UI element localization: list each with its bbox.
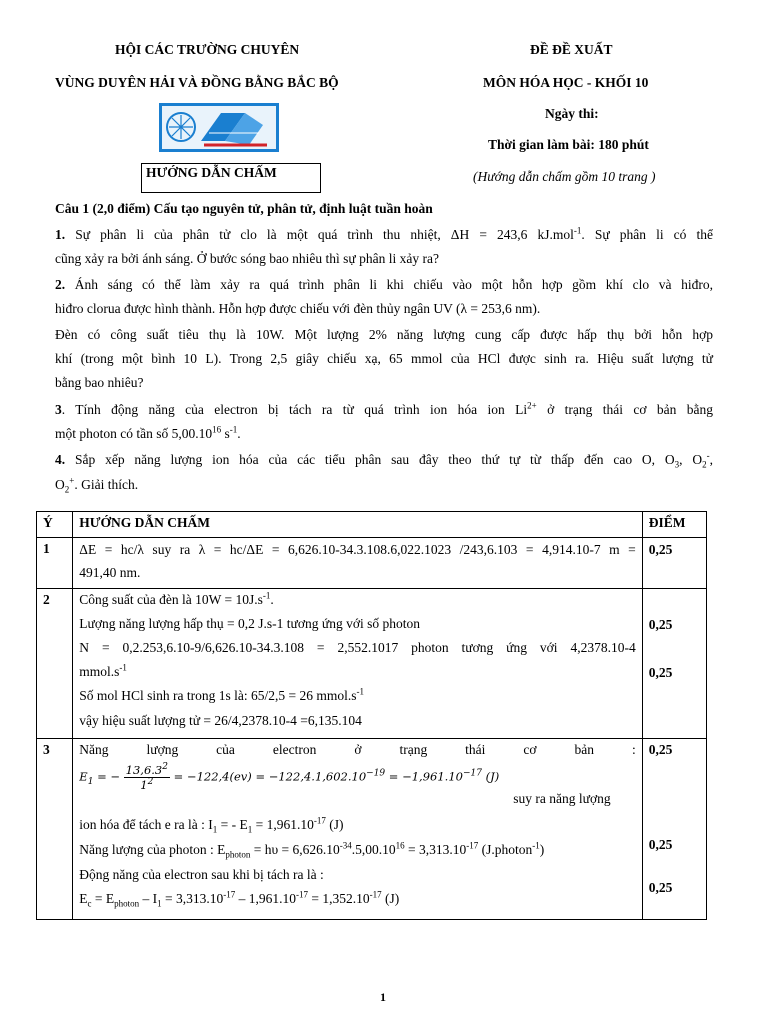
header-item: Ý [37, 512, 73, 538]
table-row [37, 538, 707, 589]
row-3-content [73, 739, 642, 920]
q1-part2-line1: 2. Ánh sáng có thể làm xảy ra quá trình phân li khi chiếu vào một hỗn hợp gồm khí clo và hiđro, [55, 277, 713, 292]
row-1-content [73, 538, 642, 589]
row-id: 1 [43, 541, 50, 556]
row-score: 0,25 [648, 665, 673, 680]
q1-part4-line2: $O_2^+$. Giải thích. [55, 475, 139, 495]
row-score: 0,25 [648, 617, 673, 632]
page-number: 1 [380, 990, 386, 1004]
q1-part2-line5: bằng bao nhiêu? [55, 375, 144, 390]
row2-line5: Số mol HCl sinh ra trong 1s là: 65/2,5 = 26 $mmol.s^{-1}$ [79, 686, 365, 703]
row2-line3: N = 0,2.253,6.10-9/6,626.10-34.3.108 = 2,552.1017 photon tương ứng với 4,2378.10-4 [79, 640, 636, 655]
school-logo [159, 103, 279, 152]
q1-part1-line1: 1. Sự phân li của phân tử clo là một quá trình thu nhiệt, ΔH = 243,6 kJ.mol$^{-1}$. Sự phân li có thể [55, 225, 713, 242]
row-score: 0,25 [648, 542, 673, 557]
logo-graphic [159, 103, 279, 152]
row3-line5: Động năng của electron sau khi bị tách ra là : [79, 867, 324, 882]
row3-line3: ion hóa để tách e ra là : $I_1$ = - $E_1 = 1,961.10^{-17}$ (J) [79, 815, 344, 835]
q1-part2-line3: Đèn có công suất tiêu thụ là 10W. Một lượng 2% năng lượng cung cấp được hấp thụ bởi hỗn hợp [55, 327, 713, 342]
q1-part3-line1: 3. Tính động năng của electron bị tách ra từ quá trình ion hóa ion $Li^{2+}$ ở trạng thái cơ bản bằng [55, 400, 713, 417]
header-guide: HƯỚNG DẪN CHẤM [73, 512, 642, 538]
row3-line4: Năng lượng của photon : $E_{photon} = h\upsilon = 6,626.10^{-34}.5,00.10^{16} = 3,313.10^{-17}$ (J.photon$^{-1}$) [79, 840, 545, 860]
q1-part3-line2: một photon có tần số 5,00.10$^{16}$ $s^{-1}$. [55, 424, 241, 441]
row-id: 3 [43, 742, 50, 757]
table-header-row [37, 512, 707, 538]
row-id: 2 [43, 592, 50, 607]
grading-guide-label: HƯỚNG DẪN CHẤM [146, 165, 277, 180]
org-line-1: HỘI CÁC TRƯỜNG CHUYÊN [115, 42, 300, 57]
row3-line6: $E_c = E_{photon} - I_1 = 3,313.10^{-17} - 1,961.10^{-17} = 1,352.10^{-17}$ (J) [79, 889, 400, 909]
exam-date: Ngày thi: [545, 106, 599, 121]
grading-guide-box [141, 163, 321, 193]
row-score: 0,25 [648, 837, 673, 852]
grading-table [36, 511, 707, 920]
row2-line1: Công suất của đèn là $10W = 10J.s^{-1}$. [79, 590, 274, 607]
question-title: Câu 1 (2,0 điểm) Cấu tạo nguyên tử, phân tử, định luật tuần hoàn [55, 201, 433, 216]
row3-line2: suy ra năng lượng [513, 791, 611, 806]
page-count-note: (Hướng dẫn chấm gồm 10 trang ) [473, 169, 656, 184]
org-line-2: VÙNG DUYÊN HẢI VÀ ĐỒNG BẰNG BẮC BỘ [55, 75, 339, 90]
row1-line1: ΔE = hc/λ suy ra λ = hc/ΔE = 6,626.10-34.3.108.6,022.1023 /243,6.103 = 4,914.10-7 m = [79, 542, 636, 557]
exam-type: ĐỀ ĐỀ XUẤT [530, 42, 613, 57]
row2-line2: Lượng năng lượng hấp thụ = 0,2 J.s-1 tương ứng với số photon [79, 616, 420, 631]
exam-duration: Thời gian làm bài: 180 phút [488, 137, 649, 152]
q1-part2-line4: khí (trong một bình 10 L). Trong 2,5 giây chiếu xạ, 65 mmol của HCl được sinh ra. Hiệu suất lượng tử [55, 351, 713, 366]
q1-part4-line1: 4. Sắp xếp năng lượng ion hóa của các tiểu phân sau đây theo thứ tự từ thấp đến cao O, $O_3$, $O_2^-$, [55, 450, 714, 470]
row-score: 0,25 [648, 880, 673, 895]
row1-line2: 491,40 nm. [79, 565, 141, 580]
subject: MÔN HÓA HỌC - KHỐI 10 [483, 75, 649, 90]
row3-line1: Năng lượng của electron ở trạng thái cơ bản : [79, 742, 636, 757]
row-score: 0,25 [648, 742, 673, 757]
q1-part1-line2: cũng xảy ra bởi ánh sáng. Ở bước sóng bao nhiêu thì sự phân li xảy ra? [55, 251, 439, 266]
header-score: ĐIỂM [642, 512, 706, 538]
row3-formula: $E_1$ = − $\frac{13,6.3^2}{1^2}$ = $-122,4(ev) = -122,4.1,602.10^{-19} = -1,961.10^{-17}$ (J) [79, 762, 500, 792]
row2-line4: $mmol.s^{-1}$ [79, 662, 127, 679]
row-2-content [73, 589, 642, 739]
table-row [37, 739, 707, 920]
row2-line6: vậy hiệu suất lượng tử = 26/4,2378.10-4 =6,135.104 [79, 713, 362, 728]
table-row [37, 589, 707, 739]
q1-part2-line2: hiđro clorua được hình thành. Hỗn hợp được chiếu với đèn thủy ngân UV (λ = 253,6 nm). [55, 301, 541, 316]
